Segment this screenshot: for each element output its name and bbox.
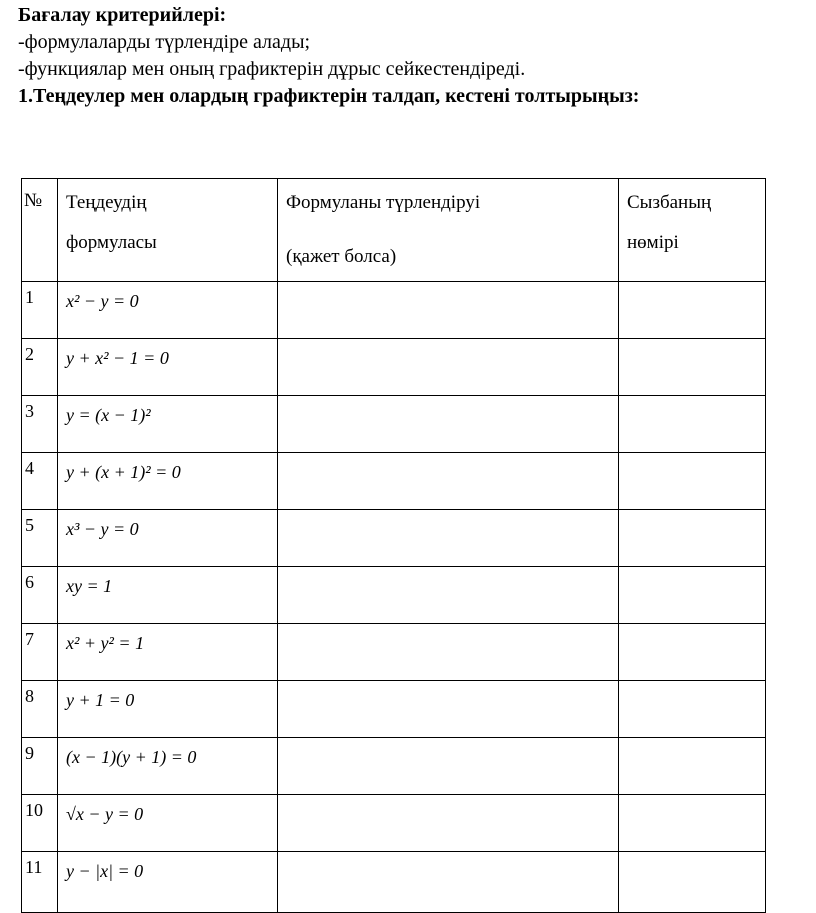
header-graph [619,179,766,282]
header-transform [278,179,619,282]
row-formula: x² − y = 0 [58,282,278,339]
row-number: 10 [22,795,58,852]
transform-cell[interactable] [278,567,619,624]
row-number: 3 [22,396,58,453]
transform-cell[interactable] [278,738,619,795]
row-number: 11 [22,852,58,913]
table-row [22,567,766,624]
row-number: 7 [22,624,58,681]
row-number: 2 [22,339,58,396]
graph-number-cell[interactable] [619,738,766,795]
transform-cell[interactable] [278,453,619,510]
row-number: 4 [22,453,58,510]
transform-cell[interactable] [278,396,619,453]
row-formula: (x − 1)(y + 1) = 0 [58,738,278,795]
header-graph-line2: нөмірі [627,232,679,253]
transform-cell[interactable] [278,795,619,852]
intro-block [18,2,808,110]
graph-number-cell[interactable] [619,624,766,681]
graph-number-cell[interactable] [619,453,766,510]
table-row [22,681,766,738]
row-formula: y + x² − 1 = 0 [58,339,278,396]
row-formula: y − |x| = 0 [58,852,278,913]
row-formula: y + 1 = 0 [58,681,278,738]
criteria-title: Бағалау критерийлері: [18,4,227,26]
graph-number-cell[interactable] [619,681,766,738]
header-formula-line2: формуласы [66,232,157,253]
graph-number-cell[interactable] [619,282,766,339]
row-number: 5 [22,510,58,567]
row-formula: √x − y = 0 [58,795,278,852]
table-row [22,510,766,567]
graph-number-cell[interactable] [619,795,766,852]
row-formula: xy = 1 [58,567,278,624]
graph-number-cell[interactable] [619,339,766,396]
table-row [22,396,766,453]
row-formula: y + (x + 1)² = 0 [58,453,278,510]
row-formula: x³ − y = 0 [58,510,278,567]
header-graph-line1: Сызбаның [627,192,712,213]
transform-cell[interactable] [278,852,619,913]
table-row [22,453,766,510]
row-number: 8 [22,681,58,738]
graph-number-cell[interactable] [619,567,766,624]
equations-table [21,178,766,913]
row-formula: x² + y² = 1 [58,624,278,681]
table-row [22,852,766,913]
table-row [22,282,766,339]
header-formula [58,179,278,282]
table-row [22,795,766,852]
header-formula-line1: Теңдеудің [66,192,147,213]
graph-number-cell[interactable] [619,396,766,453]
transform-cell[interactable] [278,282,619,339]
row-formula: y = (x − 1)² [58,396,278,453]
table-row [22,339,766,396]
row-number: 6 [22,567,58,624]
header-number: № [22,179,58,282]
criterion-1: -формулаларды түрлендіре алады; [18,31,311,53]
table-row [22,738,766,795]
header-transform-line2: (қажет болса) [286,246,397,267]
transform-cell[interactable] [278,339,619,396]
table-header-row [22,179,766,282]
row-number: 9 [22,738,58,795]
graph-number-cell[interactable] [619,852,766,913]
transform-cell[interactable] [278,681,619,738]
table-row [22,624,766,681]
transform-cell[interactable] [278,510,619,567]
transform-cell[interactable] [278,624,619,681]
task-instruction: 1.Теңдеулер мен олардың графиктерін талдап, кестені толтырыңыз: [18,85,640,107]
header-transform-line1: Формуланы түрлендіруі [286,192,481,213]
criterion-2: -функциялар мен оның графиктерін дұрыс сейкестендіреді. [18,58,526,80]
row-number: 1 [22,282,58,339]
graph-number-cell[interactable] [619,510,766,567]
